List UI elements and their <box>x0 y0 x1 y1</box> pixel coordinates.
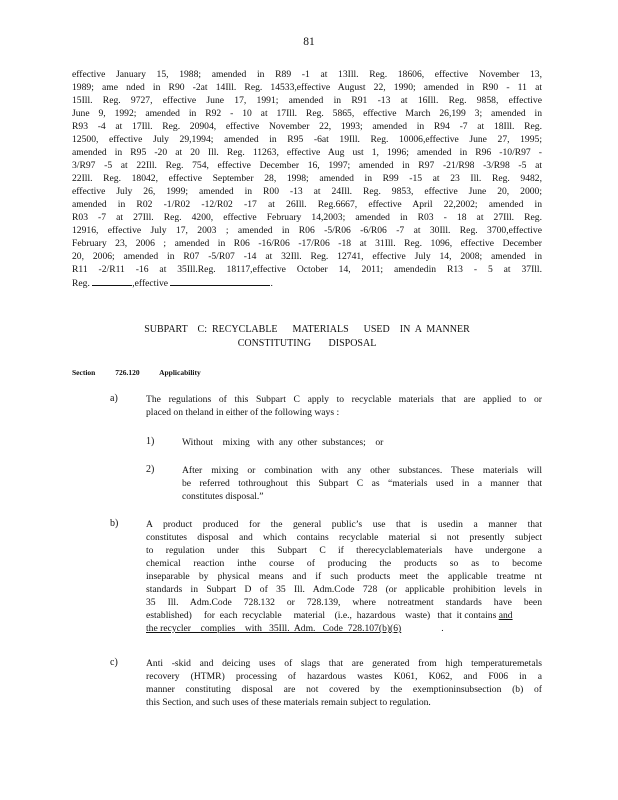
para-line: constitutes disposal and which contains recyclable material si not presently subject <box>146 532 542 543</box>
para-line: the recycler complies with 35Ill. Adm. Code 728.107(b)(6) . <box>146 623 444 634</box>
item-1 <box>182 436 542 449</box>
para-a <box>146 393 542 419</box>
history-line: 12916, effective July 17, 2003 ; amended in R06 -5/R06 -6/R06 -7 at 30Ill. Reg. 3700,effective <box>72 225 542 236</box>
para-line: constitutes disposal.” <box>182 491 264 502</box>
para-line: to regulation under this Subpart C if therecyclablematerials have undergone a <box>146 545 542 556</box>
history-line: R93 -4 at 17Ill. Reg. 20904, effective November 22, 1993; amended in R94 -7 at 18Ill. Reg. <box>72 121 542 132</box>
item-2-label: 2) <box>146 464 155 475</box>
para-line: be referred tothroughout this Subpart C as “materials used in a manner that <box>182 478 542 489</box>
history-line: effective July 26, 1999; amended in R00 -13 at 24Ill. Reg. 9853, effective June 20, 2000; <box>72 186 542 197</box>
history-line: 22Ill. Reg. 18042, effective September 28, 1998; amended in R99 -15 at 23 Ill. Reg. 9482, <box>72 173 542 184</box>
history-end: . <box>270 278 273 289</box>
history-line: 1989; ame nded in R90 -2at 14Ill. Reg. 14533,effective August 22, 1990; amended in R90 - 11 at <box>72 82 542 93</box>
history-line: February 23, 2006 ; amended in R06 -16/R06 -17/R06 -18 at 31Ill. Reg. 1096, effective December <box>72 238 542 249</box>
para-line <box>146 609 542 622</box>
history-line: 20, 2006; amended in R07 -5/R07 -14 at 32Ill. Reg. 12741, effective July 14, 2008; amended in <box>72 251 542 262</box>
para-c-label: c) <box>110 657 118 668</box>
blank-line <box>92 276 132 286</box>
history-effective: ,effective <box>132 278 169 289</box>
section-label: Section <box>72 368 96 377</box>
source-history <box>72 68 542 290</box>
history-line: 15Ill. Reg. 9727, effective June 17, 1991; amended in R91 -13 at 16Ill. Reg. 9858, effective <box>72 95 542 106</box>
para-a-label: a) <box>110 393 118 404</box>
history-line: amended in R02 -1/R02 -12/R02 -17 at 26Ill. Reg.6667, effective April 22,2002; amended in <box>72 199 542 210</box>
history-line: amended in R95 -20 at 20 Ill. Reg. 11263, effective Aug ust 1, 1996; amended in R96 -10/R97 - <box>72 147 542 158</box>
section-title: Applicability <box>159 368 201 377</box>
para-c <box>146 657 542 709</box>
history-line: 3/R97 -5 at 22Ill. Reg. 754, effective December 16, 1997; amended in R97 -21/R98 -3/R98 -5 at <box>72 160 542 171</box>
para-line: Anti -skid and deicing uses of slags that are generated from high temperaturemetals <box>146 658 542 669</box>
para-line: placed on theland in either of the following ways : <box>146 407 340 418</box>
section-number: 726.120 <box>115 368 140 377</box>
para-line: standards in Subpart D of 35 Ill. Adm.Code 728 (or applicable prohibition levels in <box>146 584 542 595</box>
item-2 <box>182 464 542 503</box>
subpart-heading <box>72 323 542 351</box>
history-line: R03 -7 at 27Ill. Reg. 4200, effective February 14,2003; amended in R03 - 18 at 27Ill. Reg. <box>72 212 542 223</box>
underlined-insertion: the recycler complies with 35Ill. Adm. Code 728.107(b)(6) <box>146 623 402 634</box>
blank-line <box>170 276 270 286</box>
item-1-label: 1) <box>146 436 155 447</box>
para-line: chemical reaction inthe course of producing the products so as to become <box>146 558 542 569</box>
underlined-insertion: and <box>498 610 513 621</box>
history-line: June 9, 1992; amended in R92 - 10 at 17Ill. Reg. 5865, effective March 26,199 3; amended in <box>72 108 542 119</box>
para-line: inseparable by physical means and if such products meet the applicable treatme nt <box>146 571 542 582</box>
history-line: effective January 15, 1988; amended in R89 -1 at 13Ill. Reg. 18606, effective November 13, <box>72 69 542 80</box>
para-line: The regulations of this Subpart C apply to recyclable materials that are applied to or <box>146 394 542 405</box>
para-line: recovery (HTMR) processing of hazardous wastes K061, K062, and F006 in a <box>146 671 542 682</box>
para-line: 35 Ill. Adm.Code 728.132 or 728.139, where notreatment standards have been <box>146 597 542 608</box>
para-line: A product produced for the general public’s use that is usedin a manner that <box>146 519 542 530</box>
para-line: After mixing or combination with any other substances. These materials will <box>182 465 542 476</box>
subpart-heading-line: CONSTITUTING DISPOSAL <box>237 338 377 349</box>
history-last-line <box>72 276 542 290</box>
para-b-label: b) <box>110 518 119 529</box>
page-number: 81 <box>303 36 315 48</box>
para-b <box>146 518 542 635</box>
history-reg-prefix: Reg. <box>72 278 90 289</box>
subpart-heading-line: SUBPART C: RECYCLABLE MATERIALS USED IN A MANNER <box>144 324 470 335</box>
history-line: R11 -2/R11 -16 at 35Ill.Reg. 18117,effective October 14, 2011; amendedin R13 - 5 at 37Ill. <box>72 264 542 275</box>
para-line: Without mixing with any other substances; or <box>182 437 384 448</box>
history-line: 12500, effective July 29,1994; amended in R95 -6at 19Ill. Reg. 10006,effective June 27, 1995; <box>72 134 542 145</box>
para-line: manner constituting disposal are not covered by the exemptioninsubsection (b) of <box>146 684 542 695</box>
section-heading <box>72 368 219 377</box>
para-line-text: established) for each recyclable material (i.e., hazardous waste) that it contains <box>146 610 497 621</box>
para-line: this Section, and such uses of these materials remain subject to regulation. <box>146 697 431 708</box>
